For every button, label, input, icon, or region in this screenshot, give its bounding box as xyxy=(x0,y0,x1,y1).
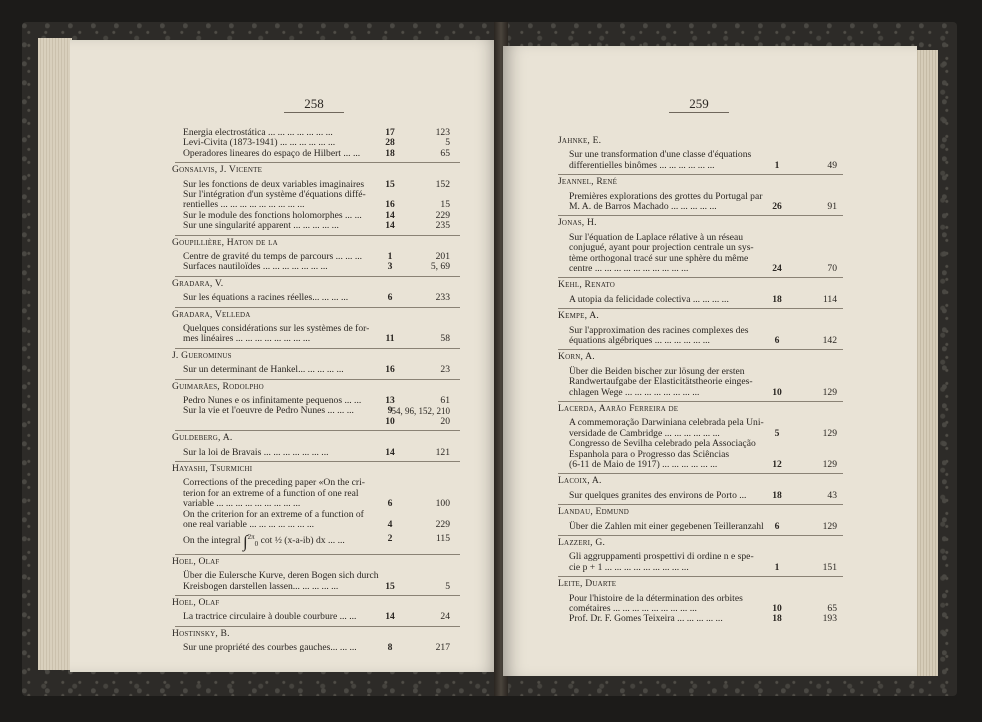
entry-title: Operadores lineares do espaço de Hilbert ... ... xyxy=(183,147,361,159)
volume-number: 3 xyxy=(387,261,393,273)
author-heading: Lazzeri, G. xyxy=(558,537,606,548)
volume-number: 24 xyxy=(772,263,782,274)
author-heading: Guimarães, Rodolpho xyxy=(172,380,264,392)
entry-title: La tractrice circulaire à double courbure ... ... xyxy=(183,611,357,623)
author-heading: Landau, Edmund xyxy=(558,506,630,518)
entry-separator xyxy=(175,348,460,349)
entry-title: conjugué, ayant pour projection centrale un sys- xyxy=(569,242,754,254)
page-reference: 235 xyxy=(435,220,450,232)
author-heading: Kempe, A. xyxy=(558,310,599,322)
page-reference: 201 xyxy=(435,251,450,262)
integral-upper-limit: 2π xyxy=(247,533,255,542)
page-reference: 115 xyxy=(435,533,450,545)
page-reference: 121 xyxy=(435,446,450,458)
entry-title: M. A. de Barros Machado ... ... ... ... ... xyxy=(569,201,717,212)
entry-title: équations algébriques ... ... ... ... ... ... xyxy=(569,335,710,346)
page-reference: 129 xyxy=(822,427,837,439)
page-reference: 5 xyxy=(445,137,450,149)
entry-title: Congresso de Sevilha celebrado pela Associação xyxy=(569,438,756,450)
entry-title: Sur les fonctions de deux variables imaginaires xyxy=(183,178,365,190)
entry-separator xyxy=(175,307,460,308)
volume-number: 1 xyxy=(774,159,780,171)
author-heading: Hayashi, Tsurmichi xyxy=(172,463,253,474)
entry-title: Gli aggruppamenti prospettivi di ordine n e spe- xyxy=(569,551,754,563)
entry-separator xyxy=(175,626,460,627)
entry-separator xyxy=(175,461,460,462)
author-heading: Gonsalvis, J. Vicente xyxy=(172,164,263,176)
entry-title: Pedro Nunes e os infinitamente pequenos ... ... xyxy=(183,395,362,406)
author-heading: Gradara, Velleda xyxy=(172,308,251,320)
entry-separator xyxy=(175,379,460,380)
page-reference: 152 xyxy=(435,178,450,190)
page-reference: 233 xyxy=(435,292,450,304)
entry-title: Energia electrostática ... ... ... ... ... ... ... xyxy=(183,127,333,138)
author-heading: Leite, Duarte xyxy=(558,578,617,590)
page-number-right: 259 xyxy=(689,96,709,111)
author-heading: Jonas, H. xyxy=(558,217,597,229)
page-reference: 129 xyxy=(822,520,837,532)
page-reference: 229 xyxy=(435,209,450,221)
volume-number: 10 xyxy=(385,415,395,427)
volume-number: 14 xyxy=(385,446,395,458)
entry-title: mes linéaires ... ... ... ... ... ... ... ... xyxy=(183,333,311,345)
entry-title: Sur l'intégration d'un système d'équations diffé- xyxy=(183,189,366,200)
volume-number: 1 xyxy=(387,251,393,262)
entry-separator xyxy=(175,162,460,163)
entry-title: Sur une propriété des courbes gauches... ... ... xyxy=(183,642,357,654)
volume-number: 6 xyxy=(774,335,780,346)
page-reference: 65 xyxy=(440,147,450,159)
volume-number: 16 xyxy=(385,199,395,211)
entry-title: Centre de gravité du temps de parcours ... ... ... xyxy=(183,251,363,262)
entry-title: Corrections of the preceding paper «On the cri- xyxy=(183,477,365,489)
page-reference: 65 xyxy=(827,603,837,614)
entry-title: Über die Eulersche Kurve, deren Bogen sich durch xyxy=(183,570,379,582)
entry-title-text: On the integral xyxy=(183,535,243,547)
volume-number: 2 xyxy=(387,533,393,545)
entry-separator xyxy=(175,276,460,277)
volume-number: 14 xyxy=(385,209,395,221)
entry-title: rentielles ... ... ... ... ... ... ... ... ... xyxy=(183,199,305,211)
page-reference: 114 xyxy=(822,293,837,305)
entry-title: Sur quelques granites des environs de Porto ... xyxy=(569,489,747,501)
entry-title: one real variable ... ... ... ... ... ... ... xyxy=(183,519,315,530)
entry-title: Surfaces nautiloïdes ... ... ... ... ... ... ... xyxy=(183,261,328,273)
volume-number: 18 xyxy=(772,489,782,501)
page-reference: 43 xyxy=(827,489,837,501)
author-heading: J. Guerominus xyxy=(172,349,232,361)
entry-title: tème orthogonal tracé sur une sphère du même xyxy=(569,252,749,264)
entry-title: Über die Zahlen mit einer gegebenen Teilleranzahl xyxy=(569,520,764,532)
entry-title: Sur l'approximation des racines complexes des xyxy=(569,324,749,336)
page-reference: 193 xyxy=(822,613,837,625)
entry-separator xyxy=(558,535,843,536)
page-reference: 58 xyxy=(440,333,450,345)
volume-number: 6 xyxy=(387,498,393,510)
entry-separator xyxy=(558,174,843,175)
author-heading: Lacoix, A. xyxy=(558,475,602,487)
entry-separator xyxy=(558,349,843,350)
entry-title: Über die Beiden bischer zur lösung der ersten xyxy=(569,365,745,377)
entry-title: Levi-Civita (1873-1941) ... ... ... ... ... ... xyxy=(183,137,336,149)
page-reference: 20 xyxy=(440,415,450,427)
entry-separator xyxy=(558,308,843,309)
volume-number: 16 xyxy=(385,364,395,376)
page-reference: 5, 69 xyxy=(430,261,450,273)
entry-title: Sur les équations a racines réelles... ... ... ... xyxy=(183,292,349,304)
entry-separator xyxy=(175,235,460,236)
integral-integrand: cot ½ (x-a-ib) dx ... ... xyxy=(258,535,345,547)
entry-title: variable ... ... ... ... ... ... ... ... ... xyxy=(183,498,301,510)
entry-title: Randwertaufgabe der Elasticitätstheorie einges- xyxy=(569,376,753,388)
page-stack-left xyxy=(38,38,72,670)
volume-number: 14 xyxy=(385,611,395,623)
volume-number: 5 xyxy=(774,427,780,439)
author-heading: Jahnke, E. xyxy=(558,135,602,146)
integral-sign: ∫ xyxy=(242,532,248,552)
entry-title: Quelques considérations sur les systèmes de for- xyxy=(183,323,370,334)
volume-number: 18 xyxy=(772,293,782,305)
entry-title: cie p + 1 ... ... ... ... ... ... ... ... ... xyxy=(569,561,689,573)
entry-separator xyxy=(558,215,843,216)
page-reference: 61 xyxy=(440,395,450,406)
left-page xyxy=(70,40,498,672)
entry-title: On the criterion for an extreme of a function of xyxy=(183,508,364,520)
volume-number: 12 xyxy=(772,459,782,470)
entry-title: A commemoração Darwiniana celebrada pela Uni- xyxy=(569,417,764,429)
page-reference: 91 xyxy=(827,201,837,212)
page-number-left: 258 xyxy=(304,96,324,111)
page-reference: 23 xyxy=(440,364,450,376)
author-heading: Hoel, Olaf xyxy=(172,555,220,567)
entry-separator xyxy=(558,473,843,474)
entry-separator xyxy=(175,595,460,596)
volume-number: 10 xyxy=(772,386,782,398)
entry-title: Sur l'équation de Laplace rélative à un réseau xyxy=(569,231,744,243)
entry-title: Sur un determinant de Hankel... ... ... ... ... xyxy=(183,364,344,376)
entry-separator xyxy=(558,504,843,505)
volume-number: 6 xyxy=(774,520,780,532)
entry-title: chlagen Wege ... ... ... ... ... ... ... ... xyxy=(569,386,700,398)
volume-number: 15 xyxy=(385,580,395,592)
entry-title: Prof. Dr. F. Gomes Teixeira ... ... ... ... ... xyxy=(569,613,723,625)
page-reference: 54, 96, 152, 210 xyxy=(391,406,450,417)
entry-title: Kreisbogen darstellen lassen... ... ... ... ... xyxy=(183,580,339,592)
author-heading: Goupillière, Haton de la xyxy=(172,236,278,248)
entry-title: centre ... ... ... ... ... ... ... ... ... ... xyxy=(569,263,689,274)
entry-title: Sur une transformation d'une classe d'équations xyxy=(569,149,752,161)
volume-number: 15 xyxy=(385,178,395,190)
volume-number: 17 xyxy=(385,127,395,138)
entry-title: Espanhola para o Progresso das Sciências xyxy=(569,448,730,460)
author-heading: Kehl, Renato xyxy=(558,279,615,291)
author-heading: Guldeberg, A. xyxy=(172,432,233,444)
entry-title: Sur une singularité apparent ... ... ... ... ... xyxy=(183,220,339,232)
volume-number: 13 xyxy=(385,395,395,406)
page-reference: 49 xyxy=(827,159,837,171)
entry-separator xyxy=(175,430,460,431)
page-reference: 142 xyxy=(822,335,837,346)
volume-number: 26 xyxy=(772,201,782,212)
volume-number: 8 xyxy=(387,642,393,654)
author-heading: Hostinsky, B. xyxy=(172,627,230,639)
page-reference: 217 xyxy=(435,642,450,654)
volume-number: 18 xyxy=(385,147,395,159)
author-heading: Gradara, V. xyxy=(172,277,224,289)
author-heading: Korn, A. xyxy=(558,351,595,363)
integral-lower-limit: 0 xyxy=(254,540,259,549)
folio-rule-right xyxy=(669,112,729,113)
entry-title: (6-11 de Maio de 1917) ... ... ... ... ... ... xyxy=(569,459,718,470)
page-reference: 15 xyxy=(440,199,450,211)
entry-title: Sur la vie et l'oeuvre de Pedro Nunes ... ... ... xyxy=(183,405,354,417)
volume-number: 11 xyxy=(385,333,395,345)
volume-number: 1 xyxy=(774,561,780,573)
entry-title: terion for an extreme of a function of one real xyxy=(183,487,359,499)
entry-separator xyxy=(175,554,460,555)
author-heading: Lacerda, Aarão Ferreira de xyxy=(558,403,679,414)
folio-rule-left xyxy=(284,112,344,113)
page-reference: 123 xyxy=(435,127,450,138)
entry-title: Pour l'histoire de la détermination des orbites xyxy=(569,592,743,604)
entry-title: Premières explorations des grottes du Portugal par xyxy=(569,190,763,202)
page-reference: 129 xyxy=(822,386,837,398)
entry-title: A utopia da felicidade colectiva ... ... ... ... xyxy=(569,293,729,305)
volume-number: 9 xyxy=(387,405,393,417)
entry-title: versidade de Cambridge ... ... ... ... ... ... xyxy=(569,427,720,439)
page-reference: 151 xyxy=(822,561,837,573)
entry-title: Sur la loi de Bravais ... ... ... ... ... ... ... xyxy=(183,446,329,458)
page-reference: 5 xyxy=(445,580,450,592)
volume-number: 4 xyxy=(387,519,393,530)
volume-number: 6 xyxy=(387,292,393,304)
entry-separator xyxy=(558,401,843,402)
volume-number: 14 xyxy=(385,220,395,232)
page-reference: 129 xyxy=(822,459,837,470)
volume-number: 18 xyxy=(772,613,782,625)
entry-title: differentielles binômes ... ... ... ... ... ... xyxy=(569,159,715,171)
entry-separator xyxy=(558,576,843,577)
author-heading: Jeannel, René xyxy=(558,176,618,188)
right-page xyxy=(503,46,917,676)
page-reference: 100 xyxy=(435,498,450,510)
entry-title xyxy=(183,532,345,550)
author-heading: Hoel, Olaf xyxy=(172,597,220,608)
entry-title: Sur le module des fonctions holomorphes ... ... xyxy=(183,209,362,221)
page-reference: 70 xyxy=(827,263,837,274)
entry-separator xyxy=(558,277,843,278)
entry-title: cométaires ... ... ... ... ... ... ... ... ... xyxy=(569,603,697,614)
volume-number: 10 xyxy=(772,603,782,614)
volume-number: 28 xyxy=(385,137,395,149)
page-reference: 24 xyxy=(440,611,450,623)
page-reference: 229 xyxy=(435,519,450,530)
